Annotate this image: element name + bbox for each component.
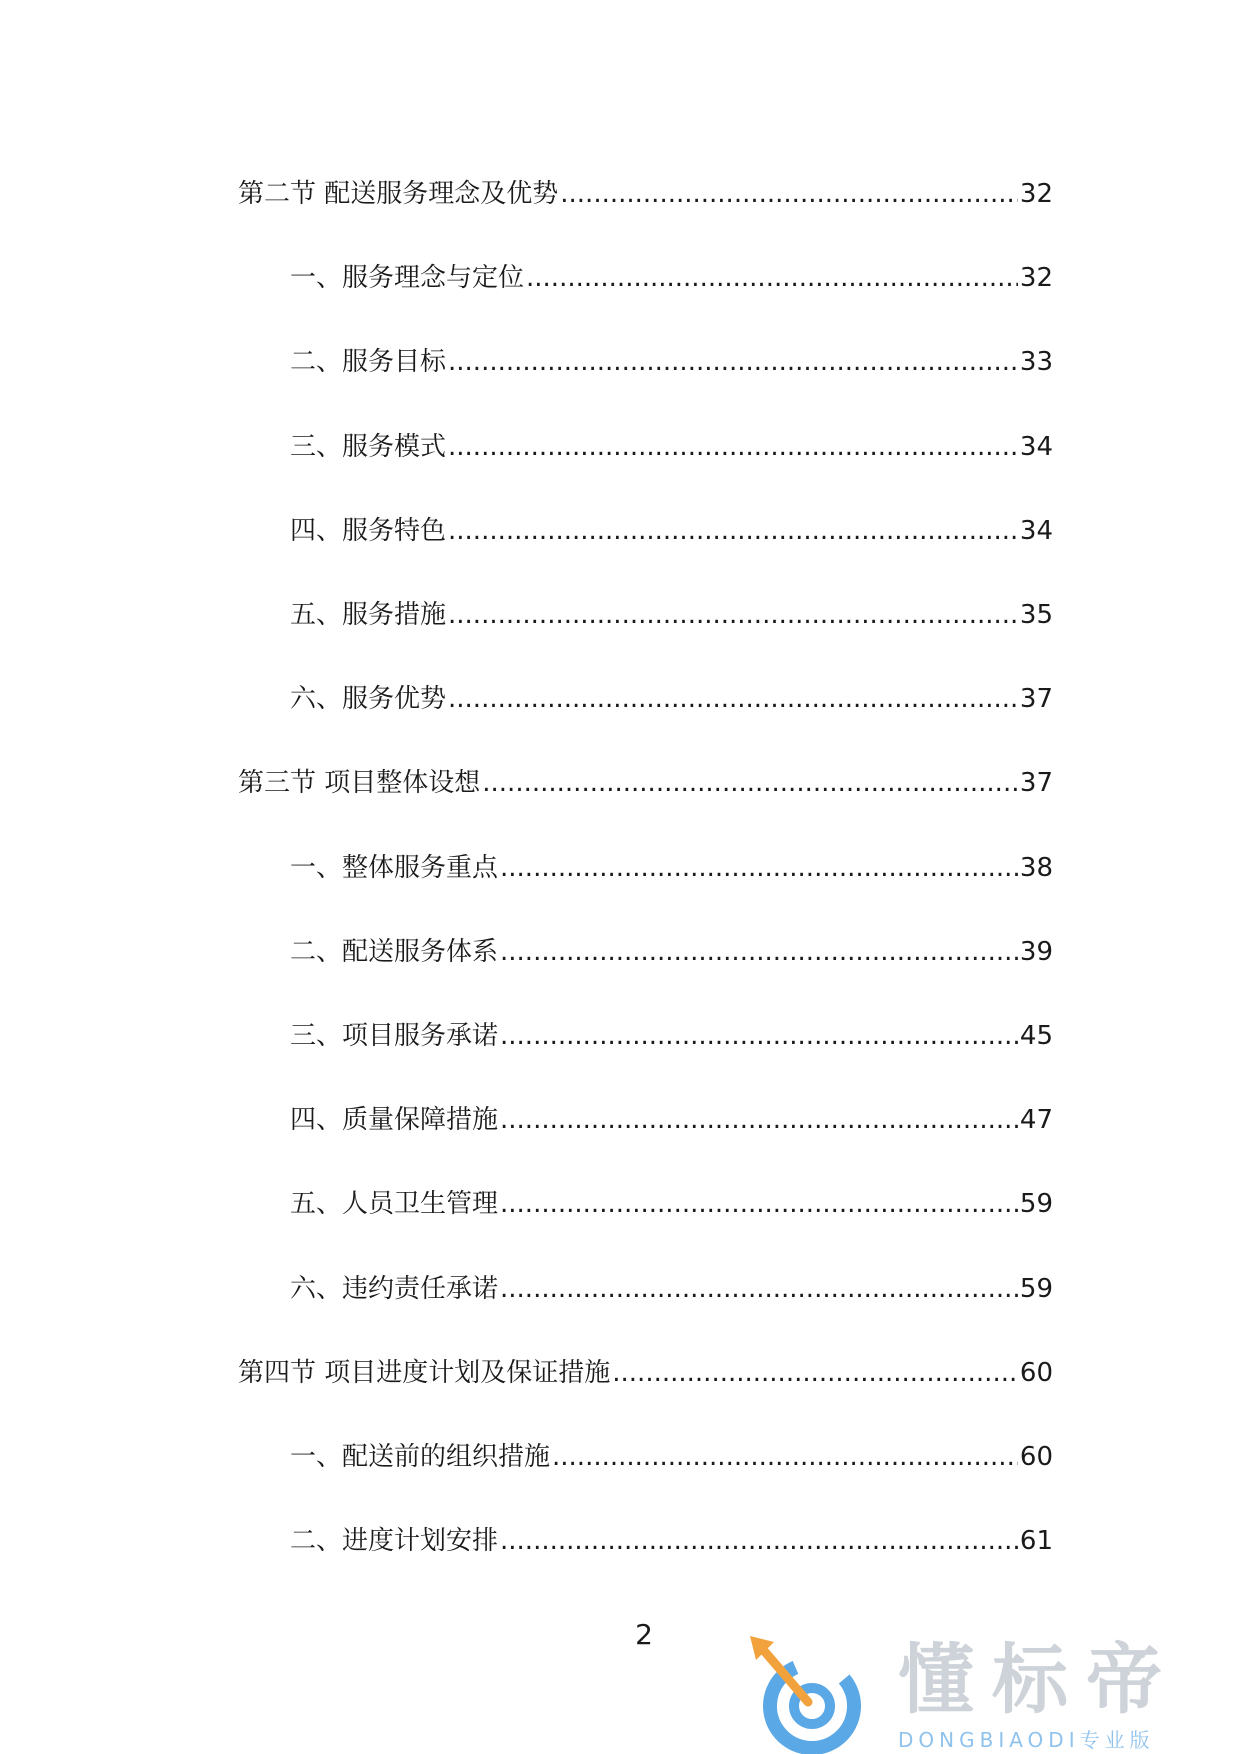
toc-subsection-entry [290, 1271, 1053, 1307]
toc-section-entry [238, 1355, 1053, 1391]
toc-entry-page: 37 [1019, 768, 1053, 799]
toc-dot-leader [526, 260, 1018, 296]
toc-entry-label: 五、人员卫生管理 [290, 1189, 499, 1220]
watermark [748, 1636, 1228, 1754]
toc-entry-label: 一、整体服务重点 [290, 852, 499, 883]
toc-subsection-entry [290, 1523, 1053, 1559]
toc-dot-leader [448, 597, 1018, 633]
toc-subsection-entry [290, 1186, 1053, 1222]
toc-entry-page: 39 [1019, 936, 1053, 967]
toc-entry-page: 47 [1019, 1105, 1053, 1136]
toc-entry-label: 第三节 项目整体设想 [238, 768, 481, 799]
toc-section-entry [238, 176, 1053, 212]
toc-dot-leader [448, 344, 1018, 380]
toc-entry-label: 五、服务措施 [290, 600, 447, 630]
toc-entry-label: 六、违约责任承诺 [290, 1273, 499, 1304]
toc-dot-leader [448, 681, 1018, 717]
toc-entry-label: 三、项目服务承诺 [290, 1021, 499, 1051]
toc-dot-leader [448, 429, 1018, 465]
target-arrow-icon [748, 1636, 878, 1754]
watermark-brand: 懂标帝 [898, 1635, 1180, 1724]
toc-entry-label: 第二节 配送服务理念及优势 [238, 179, 559, 209]
toc-entry-page: 32 [1019, 179, 1053, 209]
toc-entry-page: 60 [1019, 1442, 1053, 1472]
toc-entry-page: 33 [1019, 347, 1053, 378]
toc-entry-label: 二、进度计划安排 [290, 1526, 499, 1557]
toc-entry-page: 34 [1019, 431, 1053, 462]
toc-dot-leader [560, 176, 1018, 212]
toc-subsection-entry [290, 934, 1053, 970]
toc-entry-label: 四、质量保障措施 [290, 1105, 499, 1136]
toc-subsection-entry [290, 681, 1053, 717]
toc-subsection-entry [290, 597, 1053, 633]
toc-entry-label: 二、服务目标 [290, 347, 447, 378]
toc-subsection-entry [290, 513, 1053, 549]
toc-entry-page: 59 [1019, 1273, 1053, 1304]
toc-entry-page: 60 [1019, 1357, 1053, 1388]
watermark-subtitle: DONGBIAODI专业版 [898, 1728, 1155, 1752]
toc-entry-page: 61 [1019, 1526, 1053, 1557]
toc-entry-label: 一、服务理念与定位 [290, 263, 525, 294]
page-number: 2 [635, 1618, 653, 1651]
toc-entry-label: 一、配送前的组织措施 [290, 1442, 551, 1472]
toc-dot-leader [482, 765, 1018, 801]
toc-entry-page: 59 [1019, 1189, 1053, 1220]
toc-dot-leader [500, 850, 1018, 886]
toc-dot-leader [500, 1186, 1018, 1222]
toc-subsection-entry [290, 344, 1053, 380]
toc-dot-leader [612, 1355, 1018, 1391]
toc-subsection-entry [290, 850, 1053, 886]
toc-entry-label: 三、服务模式 [290, 431, 447, 462]
toc-subsection-entry [290, 260, 1053, 296]
toc-subsection-entry [290, 1439, 1053, 1475]
toc-subsection-entry [290, 429, 1053, 465]
toc-entry-label: 第四节 项目进度计划及保证措施 [238, 1357, 611, 1388]
toc-entry-page: 38 [1019, 852, 1053, 883]
toc-entry-page: 45 [1019, 1021, 1053, 1051]
toc-entry-page: 34 [1019, 515, 1053, 546]
toc-entry-page: 37 [1019, 684, 1053, 715]
toc-entry-label: 二、配送服务体系 [290, 936, 499, 967]
toc-entry-page: 32 [1019, 263, 1053, 294]
toc-dot-leader [552, 1439, 1018, 1475]
toc-subsection-entry [290, 1018, 1053, 1054]
toc-dot-leader [500, 1102, 1018, 1138]
toc-dot-leader [448, 513, 1018, 549]
toc-dot-leader [500, 934, 1018, 970]
toc-section-entry [238, 765, 1053, 801]
toc-entry-page: 35 [1019, 600, 1053, 630]
toc-entry-label: 四、服务特色 [290, 515, 447, 546]
toc-dot-leader [500, 1523, 1018, 1559]
toc-dot-leader [500, 1271, 1018, 1307]
toc-subsection-entry [290, 1102, 1053, 1138]
toc-entry-label: 六、服务优势 [290, 684, 447, 715]
toc-dot-leader [500, 1018, 1018, 1054]
